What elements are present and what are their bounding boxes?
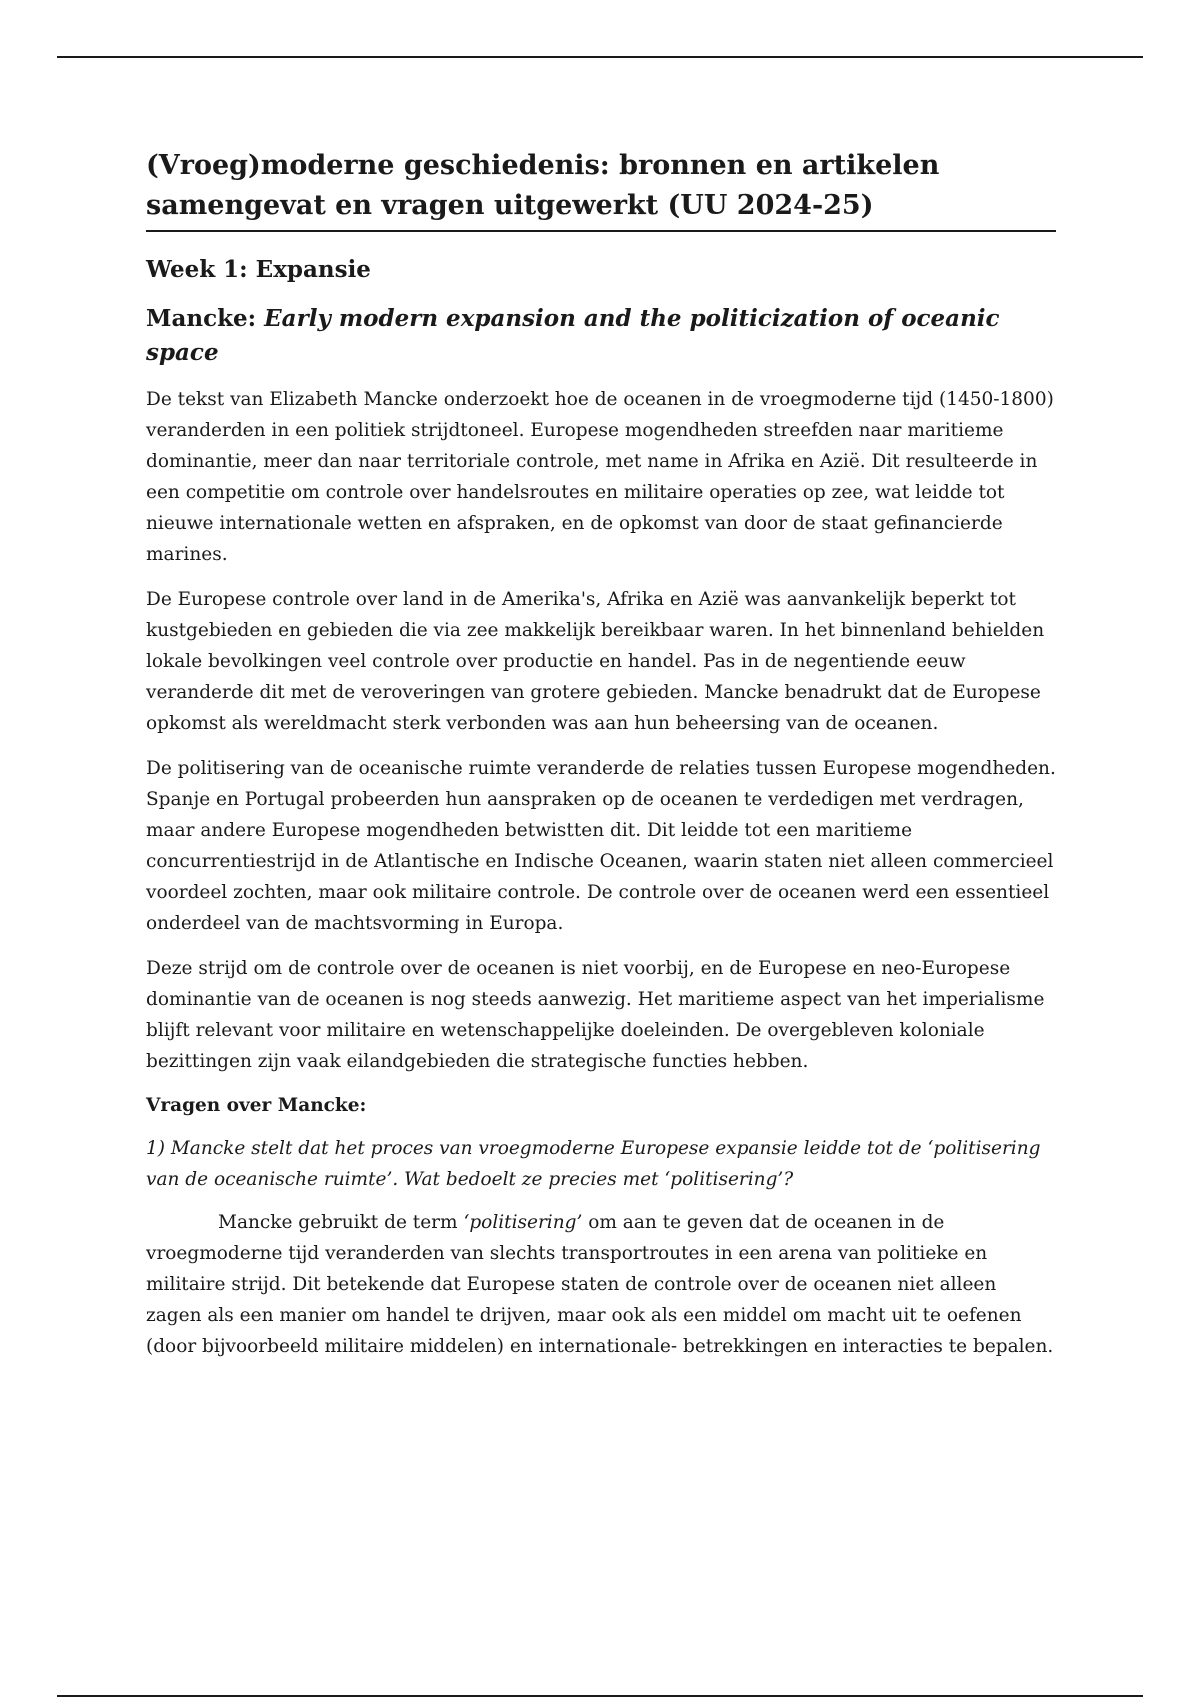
questions-heading: Vragen over Mancke:: [146, 1095, 367, 1116]
answer-1-body: om aan te geven dat de oceanen in de vroegmoderne tijd veranderden van slechts transportroutes in een arena van politieke en militaire strijd. Dit betekende dat Europese staten de controle over de oceanen niet alleen zagen als een manier om handel te drijven, maar ook als een middel om macht uit te oefenen (door bijvoorbeeld militaire middelen) en internationale- betrekkingen en interacties te bepalen.: [146, 1212, 1054, 1357]
article-title: Early modern expansion and the politicization of oceanic space: [146, 305, 1000, 366]
document-title: (Vroeg)moderne geschiedenis: bronnen en artikelen samengevat en vragen uitgewerkt (UU 2024-25): [146, 146, 1056, 232]
answer-1: [146, 1207, 1056, 1362]
week-heading: Week 1: Expansie: [146, 256, 371, 283]
summary-paragraph-1: De tekst van Elizabeth Mancke onderzoekt hoe de oceanen in de vroegmoderne tijd (1450-1800) veranderden in een politiek strijdtoneel. Europese mogendheden streefden naar maritieme dominantie, meer dan naar territoriale controle, met name in Afrika en Azië. Dit resulteerde in een competitie om controle over handelsroutes en militaire operaties op zee, wat leidde tot nieuwe internationale wetten en afspraken, en de opkomst van door de staat gefinancierde marines.: [146, 389, 1054, 565]
article-author: Mancke:: [146, 305, 265, 332]
document-body: [146, 146, 1056, 1362]
answer-1-intro: Mancke gebruikt de term: [218, 1212, 464, 1233]
top-page-rule: [57, 56, 1143, 58]
answer-1-term: ‘politisering’: [463, 1212, 583, 1233]
summary-paragraph-2: De Europese controle over land in de Amerika's, Afrika en Azië was aanvankelijk beperkt tot kustgebieden en gebieden die via zee makkelijk bereikbaar waren. In het binnenland behielden lokale bevolkingen veel controle over productie en handel. Pas in de negentiende eeuw veranderde dit met de veroveringen van grotere gebieden. Mancke benadrukt dat de Europese opkomst als wereldmacht sterk verbonden was aan hun beheersing van de oceanen.: [146, 589, 1045, 734]
article-heading: [146, 302, 1026, 370]
summary-paragraph-4: Deze strijd om de controle over de oceanen is niet voorbij, en de Europese en neo-Europese dominantie van de oceanen is nog steeds aanwezig. Het maritieme aspect van het imperialisme blijft relevant voor militaire en wetenschappelijke doeleinden. De overgebleven koloniale bezittingen zijn vaak eilandgebieden die strategische functies hebben.: [146, 958, 1045, 1072]
question-1: 1) Mancke stelt dat het proces van vroegmoderne Europese expansie leidde tot de ‘politisering van de oceanische ruimte’. Wat bedoelt ze precies met ‘politisering’?: [146, 1138, 1041, 1190]
summary-paragraph-3: De politisering van de oceanische ruimte veranderde de relaties tussen Europese mogendheden. Spanje en Portugal probeerden hun aanspraken op de oceanen te verdedigen met verdragen, maar andere Europese mogendheden betwistten dit. Dit leidde tot een maritieme concurrentiestrijd in de Atlantische en Indische Oceanen, waarin staten niet alleen commercieel voordeel zochten, maar ook militaire controle. De controle over de oceanen werd een essentieel onderdeel van de machtsvorming in Europa.: [146, 758, 1056, 934]
bottom-page-rule: [57, 1695, 1143, 1697]
